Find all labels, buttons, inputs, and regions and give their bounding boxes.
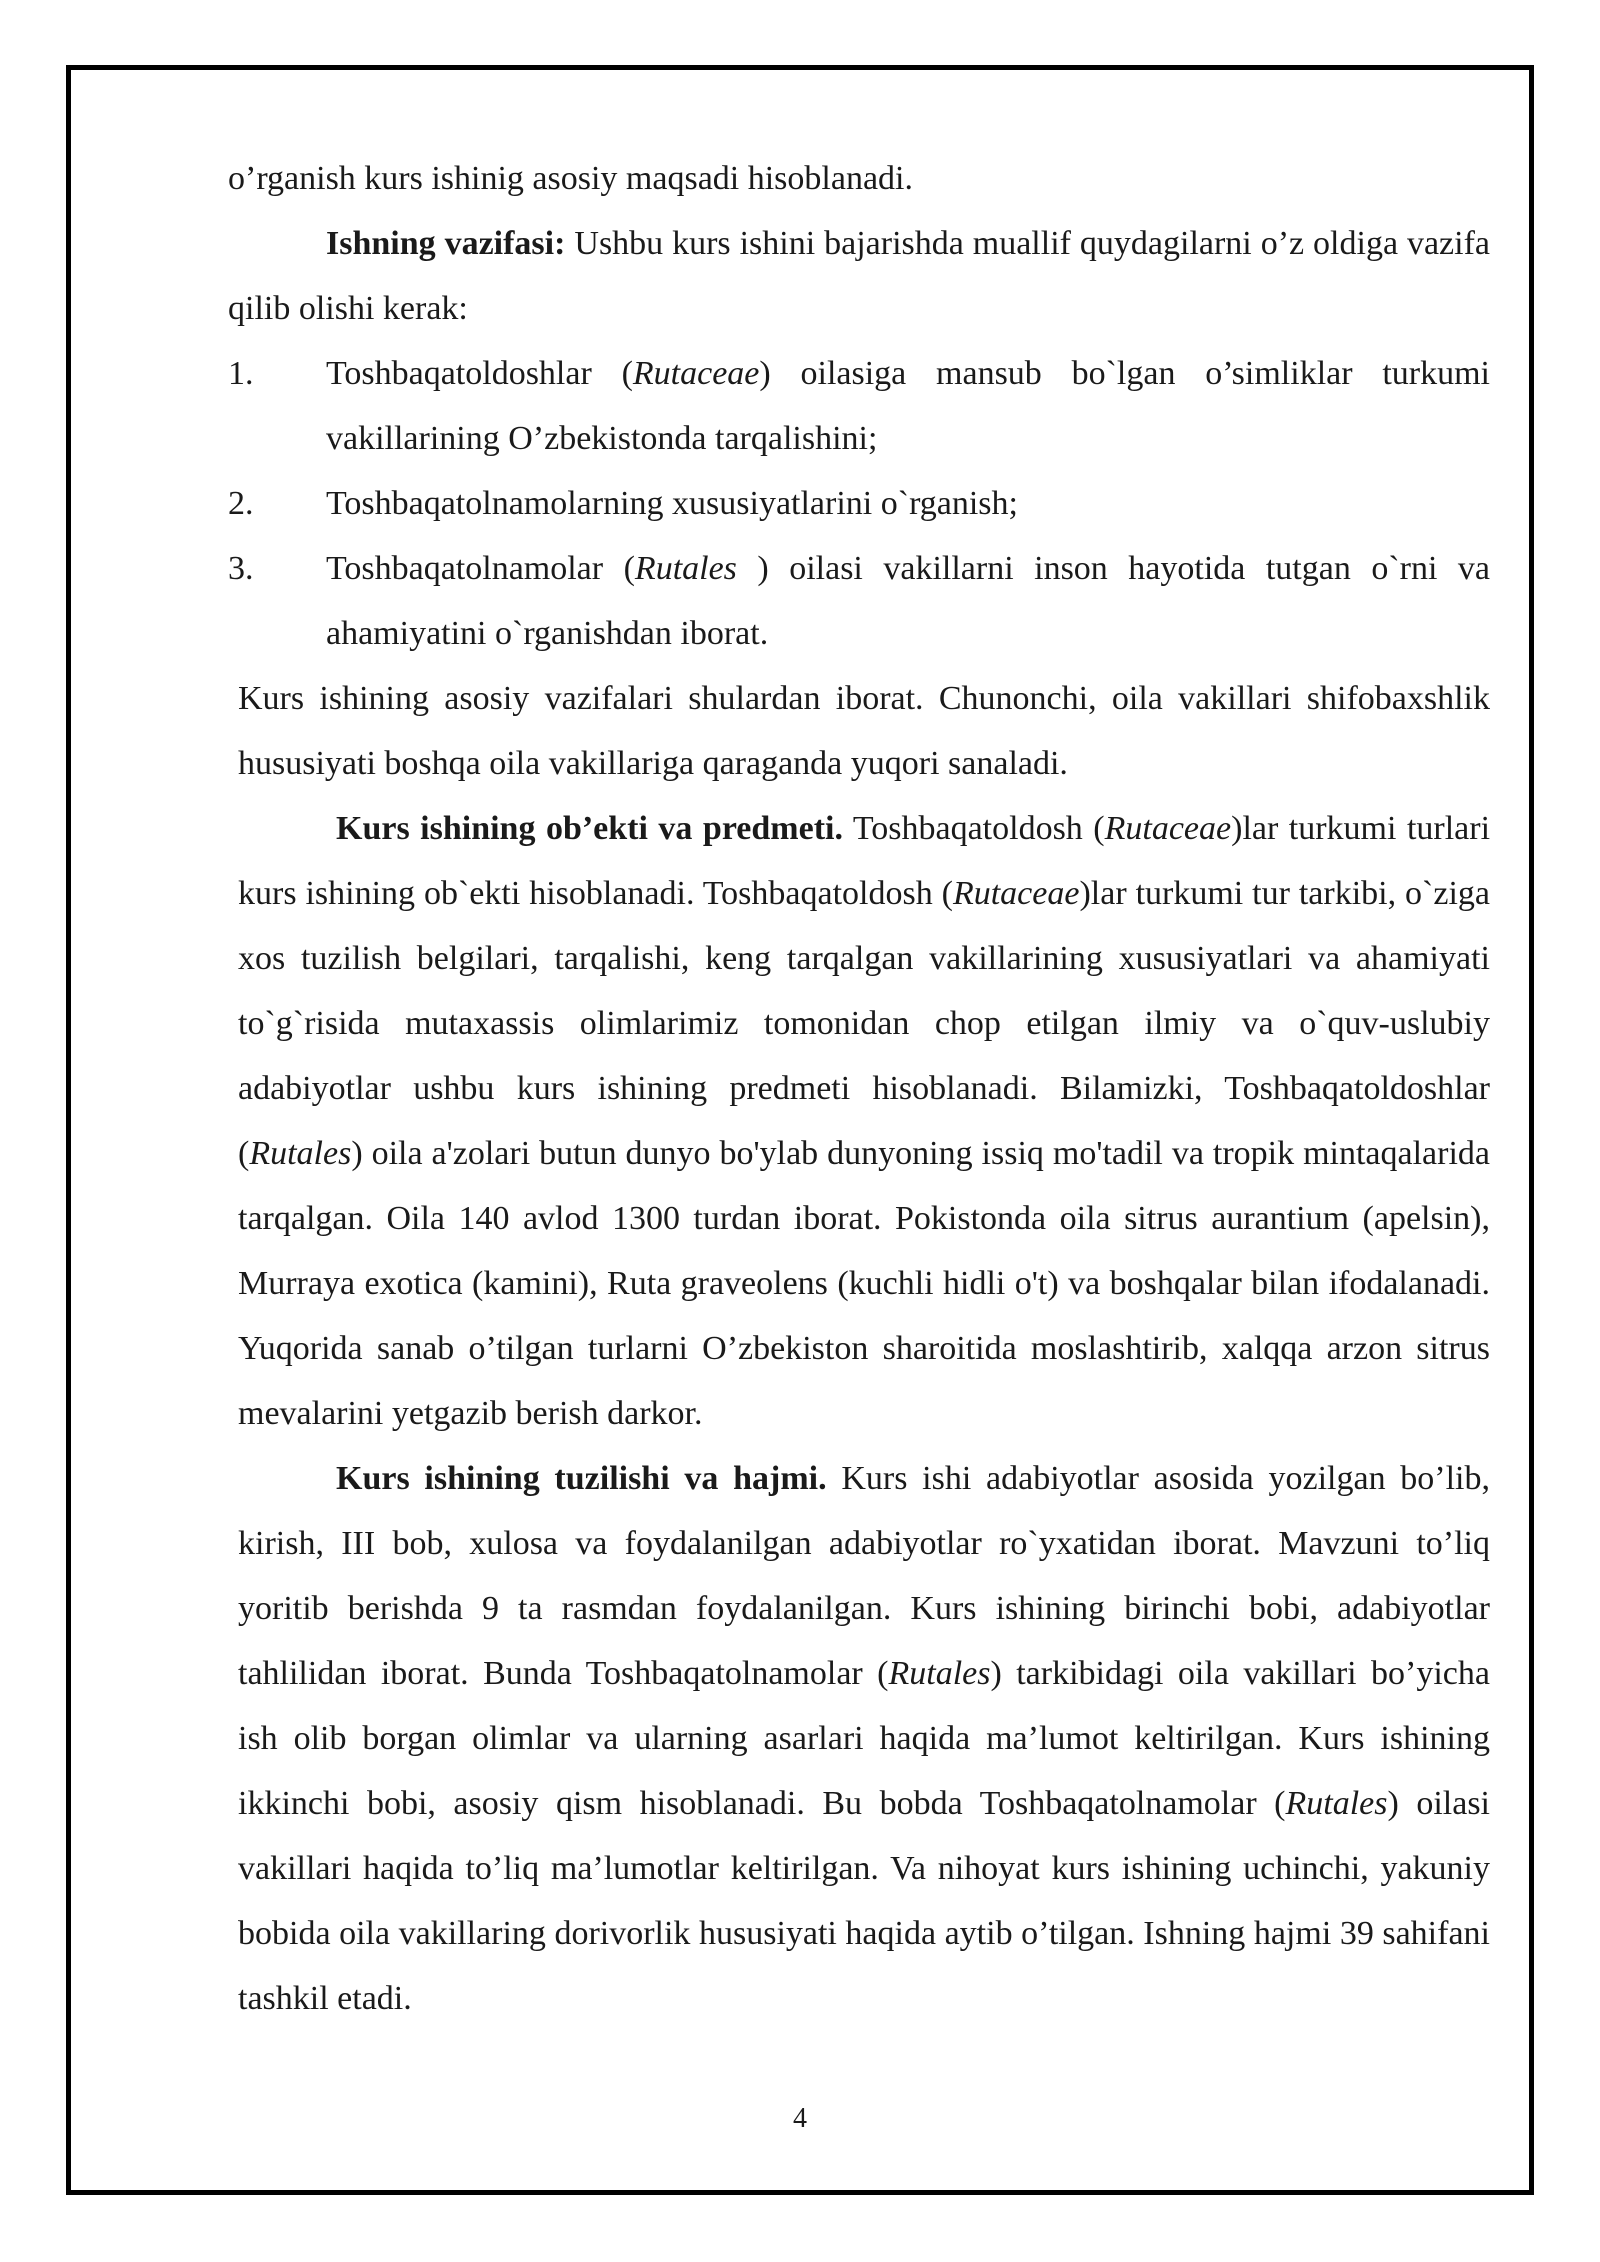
document-body <box>228 146 1490 2031</box>
list-item <box>228 341 1490 471</box>
list-item-text: Toshbaqatoldoshlar (Rutaceae) oilasiga mansub bo`lgan o’simliklar turkumi vakillarining O’zbekistonda tarqalishini; <box>326 355 1490 457</box>
vazifa-text: Ushbu kurs ishini bajarishda muallif quydagilarni o’z oldiga vazifa qilib olishi kerak: <box>228 225 1491 327</box>
page-number: 4 <box>793 2103 807 2134</box>
list-item-number: 1. <box>228 355 254 392</box>
list-item <box>228 536 1490 666</box>
intro-line: o’rganish kurs ishinig asosiy maqsadi hisoblanadi. <box>228 160 913 197</box>
obekt-heading: Kurs ishining ob’ekti va predmeti. <box>336 810 843 847</box>
list-item-text: Toshbaqatolnamolarning xususiyatlarini o`rganish; <box>326 485 1018 522</box>
vazifa-heading: Ishning vazifasi: <box>326 225 566 262</box>
list-item-number: 3. <box>228 550 254 587</box>
tuzilish-heading: Kurs ishining tuzilishi va hajmi. <box>336 1460 827 1497</box>
vazifa-paragraph <box>228 211 1490 341</box>
task-list <box>228 341 1490 666</box>
list-item <box>228 471 1490 536</box>
tuzilish-paragraph: Kurs ishining tuzilishi va hajmi. Kurs ishi adabiyotlar asosida yozilgan bo’lib, kirish, III bob, xulosa va foydalanilgan adabiyotlar ro`yxatidan iborat. Mavzuni to’liq yoritib berishda 9 ta rasmdan foydalanilgan. Kurs ishining birinchi bobi, adabiyotlar tahlilidan iborat. Bunda Toshbaqatolnamolar (Rutales) tarkibidagi oila vakillari bo’yicha ish olib borgan olimlar va ularning asarlari haqida ma’lumot keltirilgan. Kurs ishining ikkinchi bobi, asosiy qism hisoblanadi. Bu bobda Toshbaqatolnamolar (Rutales) oilasi vakillari haqida to’liq ma’lumotlar keltirilgan. Va nihoyat kurs ishining uchinchi, yakuniy bobida oila vakillaring dorivorlik hususiyati haqida aytib o’tilgan. Ishning hajmi 39 sahifani tashkil etadi. <box>238 1460 1491 2017</box>
list-item-number: 2. <box>228 485 254 522</box>
obekt-paragraph: Kurs ishining ob’ekti va predmeti. Toshbaqatoldosh (Rutaceae)lar turkumi turlari kurs ishining ob`ekti hisoblanadi. Toshbaqatoldosh (Rutaceae)lar turkumi tur tarkibi, o`ziga xos tuzilish belgilari, tarqalishi, keng tarqalgan vakillarining xususiyatlari va ahamiyati to`g`risida mutaxassis olimlarimiz tomonidan chop etilgan ilmiy va o`quv-uslubiy adabiyotlar ushbu kurs ishining predmeti hisoblanadi. Bilamizki, Toshbaqatoldoshlar (Rutales) oila a'zolari butun dunyo bo'ylab dunyoning issiq mo'tadil va tropik mintaqalarida tarqalgan. Oila 140 avlod 1300 turdan iborat. Pokistonda oila sitrus aurantium (apelsin), Murraya exotica (kamini), Ruta graveolens (kuchli hidli o't) va boshqalar bilan ifodalanadi. Yuqorida sanab o’tilgan turlarni O’zbekiston sharoitida moslashtirib, xalqqa arzon sitrus mevalarini yetgazib berish darkor. <box>238 810 1491 1432</box>
summary-paragraph: Kurs ishining asosiy vazifalari shulardan iborat. Chunonchi, oila vakillari shifobaxshlik hususiyati boshqa oila vakillariga qaraganda yuqori sanaladi. <box>238 680 1490 782</box>
list-item-text: Toshbaqatolnamolar (Rutales ) oilasi vakillarni inson hayotida tutgan o`rni va ahamiyatini o`rganishdan iborat. <box>326 550 1490 652</box>
